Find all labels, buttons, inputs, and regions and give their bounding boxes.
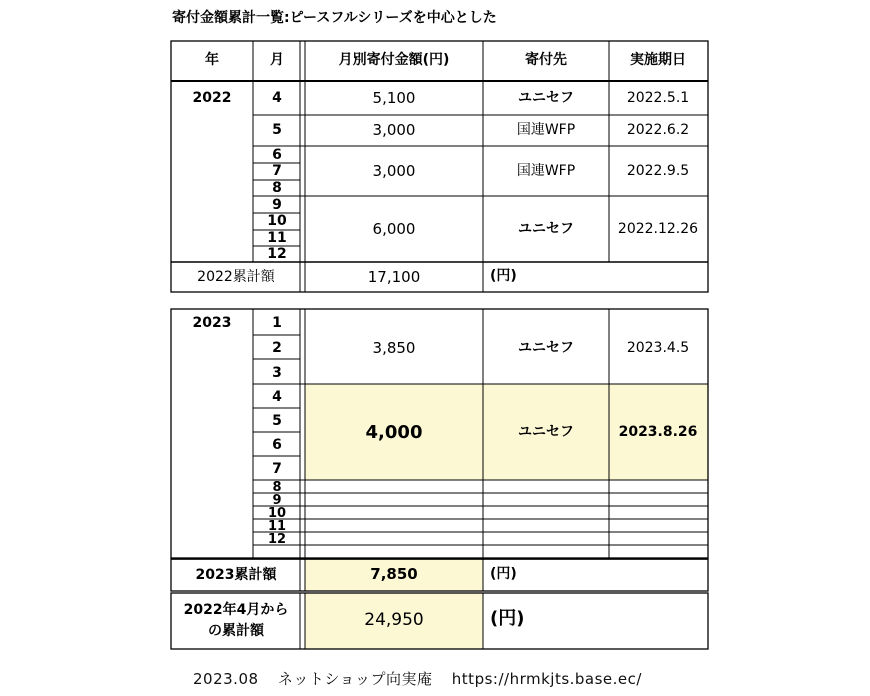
grand-total-unit: (円) <box>490 608 525 629</box>
month-cell: 7 <box>272 163 282 179</box>
total-2022-value: 17,100 <box>367 268 421 286</box>
recipient-cell: 国連WFP <box>516 163 576 179</box>
grand-total-value: 24,950 <box>364 610 424 630</box>
month-cell: 7 <box>272 461 282 477</box>
month-cell: 2 <box>272 340 282 356</box>
year-2022-label: 2022 <box>192 90 232 106</box>
header-recipient: 寄付先 <box>525 52 567 68</box>
recipient-cell: ユニセフ <box>518 90 574 106</box>
amount-cell: 3,000 <box>372 162 416 180</box>
total-2023-value: 7,850 <box>370 565 418 583</box>
footer-date: 2023.08 <box>193 670 259 688</box>
footer-shop-name: ネットショップ向実庵 <box>277 670 433 688</box>
footer <box>193 668 656 689</box>
date-cell: 2022.12.26 <box>617 221 699 237</box>
header-year: 年 <box>205 52 219 68</box>
month-cell: 10 <box>267 506 287 521</box>
footer-url[interactable]: https://hrmkjts.base.ec/ <box>451 670 642 688</box>
month-cell: 5 <box>272 122 282 138</box>
month-cell: 9 <box>272 493 282 508</box>
month-cell: 6 <box>272 437 282 453</box>
date-cell-highlight: 2023.8.26 <box>618 424 698 440</box>
month-cell: 12 <box>267 532 287 547</box>
month-cell: 5 <box>272 413 282 429</box>
date-cell: 2022.6.2 <box>626 122 690 138</box>
amount-cell: 3,850 <box>372 339 416 357</box>
page-title: 寄付金額累計一覧:ピースフルシリーズを中心とした <box>172 10 497 26</box>
total-2022-label: 2022累計額 <box>197 269 275 285</box>
month-cell: 8 <box>272 480 282 495</box>
amount-cell: 5,100 <box>372 89 416 107</box>
amount-cell: 3,000 <box>372 121 416 139</box>
month-cell: 9 <box>272 197 282 213</box>
month-cell: 12 <box>267 246 287 262</box>
month-cell: 1 <box>272 315 282 331</box>
month-cell: 11 <box>267 519 287 534</box>
month-cell: 4 <box>272 90 282 106</box>
total-2023-unit: (円) <box>490 566 517 582</box>
grand-total-label-line1: 2022年4月から <box>183 602 289 618</box>
amount-cell: 6,000 <box>372 220 416 238</box>
month-cell: 6 <box>272 147 282 163</box>
date-cell: 2023.4.5 <box>626 340 690 356</box>
grand-total-label-line2: の累計額 <box>208 623 264 639</box>
month-cell: 8 <box>272 180 282 196</box>
header-amount: 月別寄付金額(円) <box>338 52 450 68</box>
recipient-cell: ユニセフ <box>518 340 574 356</box>
month-cell: 3 <box>272 365 282 381</box>
header-date: 実施期日 <box>630 52 686 68</box>
month-cell: 4 <box>272 389 282 405</box>
date-cell: 2022.5.1 <box>626 90 690 106</box>
total-2023-label: 2023累計額 <box>195 567 277 583</box>
amount-cell-highlight: 4,000 <box>365 422 423 443</box>
date-cell: 2022.9.5 <box>626 163 690 179</box>
recipient-cell: 国連WFP <box>516 122 576 138</box>
year-2023-label: 2023 <box>192 315 232 331</box>
header-month: 月 <box>270 52 284 68</box>
recipient-cell: ユニセフ <box>518 221 574 237</box>
recipient-cell-highlight: ユニセフ <box>518 424 574 440</box>
month-cell: 11 <box>267 230 287 246</box>
total-2022-unit: (円) <box>490 268 517 284</box>
month-cell: 10 <box>267 213 287 229</box>
